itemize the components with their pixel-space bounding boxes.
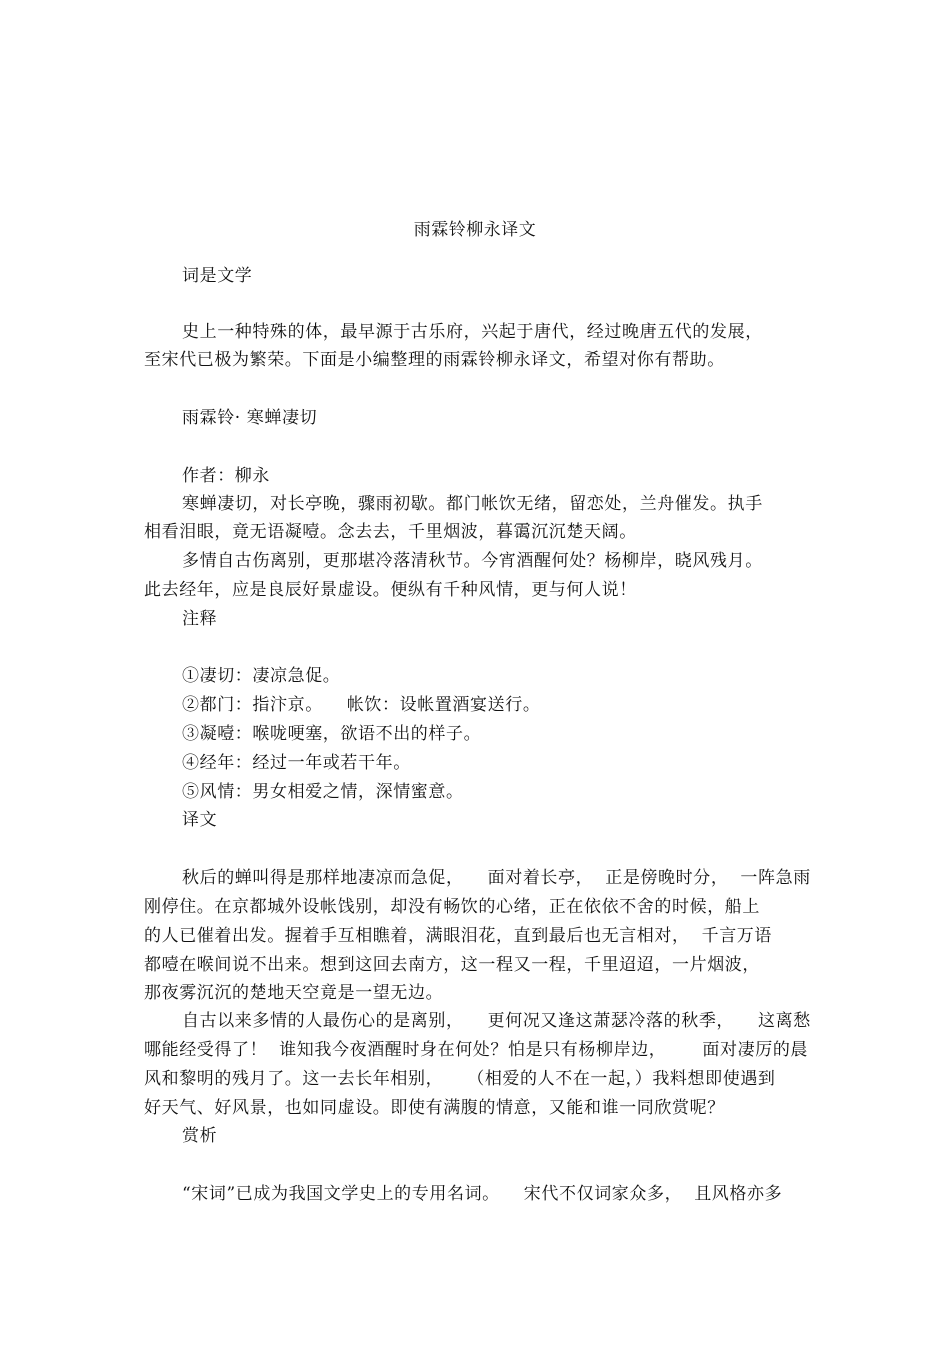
poem-author: 作者：柳永 bbox=[182, 466, 270, 486]
translation-line: 秋后的蝉叫得是那样地凄凉而急促， 面对着长亭， 正是傍晚时分， 一阵急雨 bbox=[182, 868, 811, 888]
poem-line: 寒蝉凄切，对长亭晚，骤雨初歇。都门帐饮无绪，留恋处，兰舟催发。执手 bbox=[182, 494, 763, 514]
appreciation-heading: 赏析 bbox=[182, 1126, 218, 1146]
document-title: 雨霖铃柳永译文 bbox=[413, 220, 537, 240]
translation-heading: 译文 bbox=[182, 810, 218, 830]
note-item: ④经年：经过一年或若干年。 bbox=[182, 753, 411, 773]
intro-heading: 词是文学 bbox=[182, 266, 253, 286]
intro-line: 史上一种特殊的体，最早源于古乐府，兴起于唐代，经过晚唐五代的发展， bbox=[182, 322, 763, 342]
poem-line: 此去经年，应是良辰好景虚设。便纵有千种风情，更与何人说！ bbox=[144, 580, 637, 600]
translation-line: 的人已催着出发。握着手互相瞧着，满眼泪花，直到最后也无言相对， 千言万语 bbox=[144, 926, 773, 946]
note-item: ⑤风情：男女相爱之情，深情蜜意。 bbox=[182, 782, 464, 802]
intro-line: 至宋代已极为繁荣。下面是小编整理的雨霖铃柳永译文，希望对你有帮助。 bbox=[144, 350, 725, 370]
translation-line: 刚停住。在京都城外设帐饯别，却没有畅饮的心绪，正在依依不舍的时候，船上 bbox=[144, 897, 760, 917]
poem-title: 雨霖铃· 寒蝉凄切 bbox=[182, 408, 318, 428]
note-item: ①凄切：凄凉急促。 bbox=[182, 666, 341, 686]
translation-line: 好天气、好风景，也如同虚设。即使有满腹的情意，又能和谁一同欣赏呢？ bbox=[144, 1098, 725, 1118]
translation-line: 那夜雾沉沉的楚地天空竟是一望无边。 bbox=[144, 983, 444, 1003]
poem-line: 相看泪眼，竟无语凝噎。念去去，千里烟波，暮霭沉沉楚天阔。 bbox=[144, 522, 637, 542]
translation-line: 哪能经受得了！ 谁知我今夜酒醒时身在何处？怕是只有杨柳岸边， 面对凄厉的晨 bbox=[144, 1040, 809, 1060]
appreciation-line: “宋词”已成为我国文学史上的专用名词。 宋代不仅词家众多， 且风格亦多 bbox=[182, 1184, 783, 1204]
note-item: ③凝噎：喉咙哽塞，欲语不出的样子。 bbox=[182, 724, 482, 744]
notes-heading: 注释 bbox=[182, 609, 218, 629]
note-item: ②都门：指汴京。 帐饮：设帐置酒宴送行。 bbox=[182, 695, 541, 715]
translation-line: 自古以来多情的人最伤心的是离别， 更何况又逢这萧瑟冷落的秋季， 这离愁 bbox=[182, 1011, 811, 1031]
translation-line: 风和黎明的残月了。这一去长年相别， （相爱的人不在一起，）我料想即使遇到 bbox=[144, 1069, 776, 1089]
poem-line: 多情自古伤离别，更那堪冷落清秋节。今宵酒醒何处？杨柳岸，晓风残月。 bbox=[182, 551, 763, 571]
translation-line: 都噎在喉间说不出来。想到这回去南方，这一程又一程，千里迢迢，一片烟波， bbox=[144, 955, 760, 975]
